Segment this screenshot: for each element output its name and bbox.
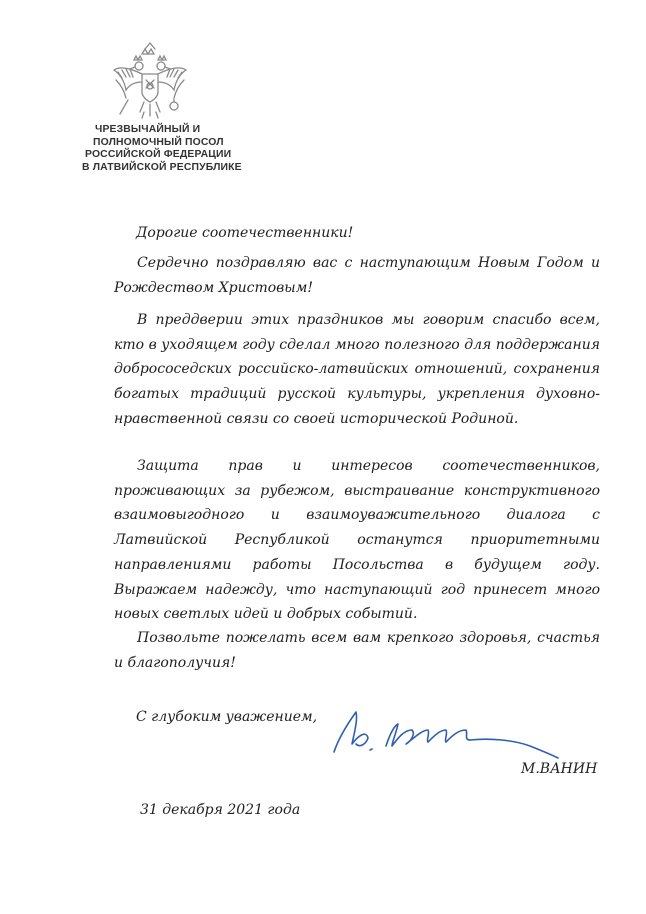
org-line: ПОЛНОМОЧНЫЙ ПОСОЛ [93,136,224,148]
signatory-name: М.ВАНИН [521,761,598,777]
paragraph-priorities: Защита прав и интересов соотечественников, проживающих за рубежом, выстраивание конструктивного взаимовыгодного и взаимоуважительного диалога с Латвийской Республикой останутся приоритетными направлениями работы Посольства в будущем году. Выражаем надежду, что наступающий год принесет много новых светлых идей и добрых событий. [114,458,600,623]
ambassador-title-block [82,124,242,174]
double-headed-eagle-icon [108,40,192,126]
paragraph-greeting: Сердечно поздравляю вас с наступающим Новым Годом и Рождеством Христовым! [114,255,600,296]
org-line: В ЛАТВИЙСКОЙ РЕСПУБЛИКЕ [82,161,242,173]
handwritten-signature [330,700,560,770]
letter-date: 31 декабря 2021 года [140,802,301,818]
org-line: ЧРЕЗВЫЧАЙНЫЙ И [95,124,201,135]
salutation: Дорогие соотечественники! [136,225,354,241]
paragraph-wishes: Позвольте пожелать всем вам крепкого здоровья, счастья и благополучия! [114,630,600,671]
org-line: РОССИЙСКОЙ ФЕДЕРАЦИИ [85,149,232,161]
closing-phrase: С глубоким уважением, [136,709,318,725]
paragraph-thanks: В преддверии этих праздников мы говорим спасибо всем, кто в уходящем году сделал много полезного для поддержания добрососедских российско-латвийских отношений, сохранения богатых традиций русской культуры, укрепления духовно-нравственной связи со своей исторической Родиной. [114,312,600,427]
